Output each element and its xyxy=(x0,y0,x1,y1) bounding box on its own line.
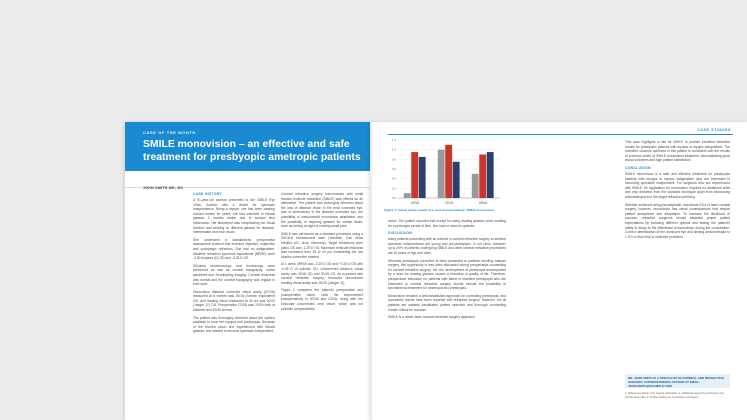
figure-caption: Figure 1: Visual acuity results pre- and postoperatively, SMILE monovision. xyxy=(384,208,495,212)
right-section-label: CASE STUDIES xyxy=(697,128,731,132)
y-tick-label: 0.6 xyxy=(391,167,396,171)
paragraph: Whereas presbyopia correction is often presented to patients needing cataract surgery, this opportunity is less often discussed during preoperative counselling for corneal refractive surgery. Yet, the development of presbyopia accompanied by a need for reading glasses causes a reduction in quality of life. Therefore, preoperative education for patients with latent or manifest presbyopia who are interested in corneal refractive surgery should include the possibility of simultaneous treatment for ametropia and presbyopia. xyxy=(388,258,506,291)
right-column-1 xyxy=(388,219,506,323)
y-tick-label: 0.8 xyxy=(391,157,396,162)
y-tick-label: 1.2 xyxy=(391,138,396,142)
discussion-heading: DISCUSSION xyxy=(388,231,413,236)
case-history-heading: CASE HISTORY xyxy=(193,192,222,196)
references: 1. References listed in the original publication. 2. Additional supporting references and clinical study data. 3. Further reading on monovision techniques. xyxy=(625,392,724,399)
article-header xyxy=(125,122,370,171)
page-gutter xyxy=(370,122,373,420)
paragraph: Slit-lamp biomicroscopy and fundoscopy were performed as well as corneal topography, ocular wavefront and Scheimpflug imaging. Corneal thickness was normal and the corneal topography was regular in both eyes. xyxy=(193,263,275,287)
author-callout: DR. JOHN SMITH IS A SPECIALIST IN CORNEAL AND REFRACTIVE SURGERY. CORRESPONDING AUTHOR AT EMAIL: JOHN.SMITH@EXAMPLE.COM xyxy=(625,374,730,388)
bar xyxy=(404,193,411,198)
bar xyxy=(453,162,460,198)
header-rule xyxy=(388,134,733,135)
section-label: CASE OF THE MONTH xyxy=(143,130,196,135)
paragraph: A 51-year-old woman presented to the SMILE Eye Clinic, Austria, with a desire for spectacle independence. Being a myope, she had been wearing contact lenses for years, but had switched to bifocal glasses 2 months earlier due to contact lens intolerance. Her discomfort was complicating her visual function and working on different glasses for distance, intermediate and near vision. xyxy=(193,198,275,235)
paragraph: At 1 week, MRSE was -0.25 D OD and +0.25 D OS with -0.25 D of cylinder OU. Uncorrected distance visual acuity was 20/40 OD and 20/16 OS. As expected with corneal refractive surgery, binocular uncorrected reading visual acuity was 20/25 (Jaeger J1). xyxy=(281,262,363,285)
paragraph: Corneal refractive surgery microincision with small incision lenticule extraction (SMILE) was offered as an alternative. The patient was thoroughly informed about the loss of distance vision in the near corrected eye, loss of stereovision in the distance corrected eye, the possibility of unsuccessful monovision adaptation, and the possibility of requiring glasses for certain tasks, such as driving at night or reading small print. xyxy=(281,192,363,229)
left-page xyxy=(125,122,370,420)
y-tick-label: 1.0 xyxy=(391,147,396,152)
y-tick-label: 0.0 xyxy=(391,196,396,200)
y-tick-label: 0.4 xyxy=(391,176,396,181)
x-tick-label: CDVA xyxy=(444,201,454,205)
x-tick-label: UNVA xyxy=(478,201,488,205)
right-page xyxy=(370,122,747,420)
paragraph: This case highlights a role for SMILE to provide excellent refractive results for presbyopic patients with myopia or myopic astigmatism. The excellent outcome achieved in this patient is consistent with the results of previous series of SMILE monovision treatment, demonstrating good visual outcomes and high patient satisfaction. xyxy=(625,140,730,163)
paragraph: SMILE was performed as a standard procedure using a 500-kHz femtosecond laser (VisuMax, Carl Zeiss Meditec AG, Jena, Germany). Target refractions were plano OD and -1.25 D OS. Maximum lenticule thickness was increased from 35 to 40 µm considering the low dioptric correction needed. xyxy=(281,231,363,259)
left-column-1 xyxy=(193,192,275,337)
paragraph: vision. The patient reported that except for using reading glasses when working for a prolonged period of time, she had no need for glasses. xyxy=(388,219,506,228)
figure-1-chart xyxy=(384,136,504,208)
bar xyxy=(411,152,418,198)
paragraph: Monovision distance corrected visual acuity (DCVA) measured at 6 metres was 20/16 (Snellen equivalent) OU, and reading vision measured at 40 cm was 20/20 (Jaeger J1) OU. Preoperative CDVA was 20/16 both at distance and 20/25 at near. xyxy=(193,289,275,313)
bar xyxy=(479,155,486,199)
bar xyxy=(445,145,452,198)
paragraph: SMILE is a newer laser corneal refractive surgery approach. xyxy=(388,315,476,320)
paragraph: Figure 1 compares the patient's preoperative and postoperative vision. Note the improvement postoperatively in UDVA and CDVA, along with her binocular uncorrected near vision, which was not possible preoperatively. xyxy=(281,288,363,311)
right-column-2 xyxy=(625,140,730,242)
bar-chart xyxy=(384,136,504,208)
paragraph: Monovision remains a well-established approach for correcting presbyopia, and successful results have been reported with refractive surgery. However, not all patients are suitable candidates; patient selection and thorough counselling remain critical for success. xyxy=(388,293,506,312)
author-name: JOHN SMITH MD, DO xyxy=(143,186,184,190)
bar xyxy=(487,152,494,198)
author-bar xyxy=(125,171,370,188)
y-tick-label: 0.2 xyxy=(391,186,396,191)
paragraph: The patient was thoroughly informed about the options available to treat her myopia and presbyopia. Because of the blurred vision she experienced with bifocal glasses, she wanted to become spectacle independent. xyxy=(193,315,275,334)
conclusion-heading: CONCLUSION xyxy=(625,165,651,170)
x-tick-label: UDVA xyxy=(410,201,420,205)
bar xyxy=(438,150,445,198)
magazine-spread xyxy=(125,122,747,420)
article-title: SMILE monovision – an effective and safe treatment for presbyopic ametropic patients xyxy=(143,139,361,163)
paragraph: Whether achieved using pseudophakic monofocal IOLs or laser corneal surgery, however, monovision has visual consequences that require patient acceptance and adaptation. To increase the likelihood of success, refractive surgeons should establish proper patient expectations by including different options and testing the patient's ability to adapt to the differential of monovision during the consultation. Correct identification of the dominant eye and limiting anisometropia to 1.5 D or less help to minimize problems. xyxy=(625,202,730,239)
paragraph: Many patients presenting with an interest in corneal refractive surgery to achieve spectacle independence are young and pre-presbyopic. In our clinic, however, up to 20% of patients undergoing SMILE and other corneal refractive procedures are 40 years of age and older. xyxy=(388,237,506,255)
paragraph: SMILE monovision is a safe and effective treatment for presbyopic patients with myopia or myopic astigmatism who are interested in becoming spectacle independent. For surgeons who are experienced with SMILE, its application for monovision requires no additional skills and only deviation from the standard technique apart from introducing anisometropia into the target refraction planning. xyxy=(625,171,730,199)
paragraph: She underwent a standardized preoperative assessment protocol that included objective, subjective and cycloplegic refraction. She had no astigmatism. Manifest refraction spherical equivalents (MRSE) were -3.50 dioptres (D) OD and -3.25 D OS. xyxy=(193,237,275,261)
bar xyxy=(419,157,426,198)
left-column-2 xyxy=(281,192,363,314)
bar xyxy=(472,174,479,198)
